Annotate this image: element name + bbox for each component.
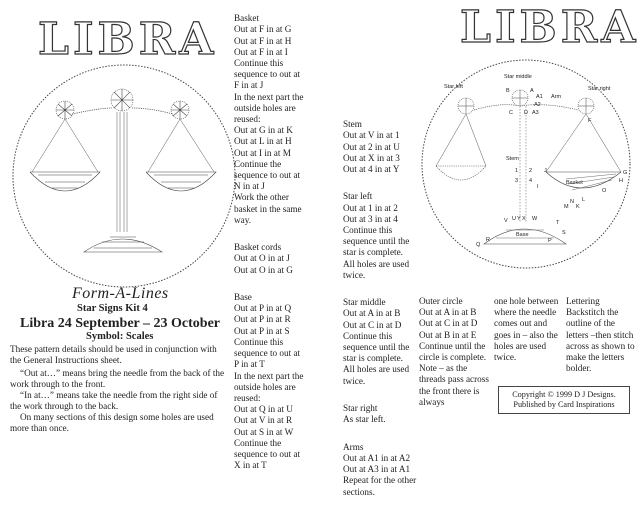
outer-circle-continued: one hole between where the needle comes out and goes in – also the holes are used twice. [494,296,559,363]
label-3: 3 [515,178,519,184]
right-pattern-diagram [416,54,636,274]
label-f: F [588,118,592,124]
col1 [234,2,306,488]
left-title: LIBRA [38,14,218,65]
left-star-left [56,101,74,119]
label-g: G [623,170,628,176]
label-u: U [512,216,516,222]
label-a: A [530,88,534,94]
label-h: H [619,178,623,184]
basket-cords-instructions: Basket cords Out at O in at J Out at O in at G [234,242,293,275]
label-star-right: Star right [588,86,611,92]
label-i: I [537,184,539,190]
label-d: D [524,110,528,116]
label-1: 1 [515,168,519,174]
copyright-line-2: Published by Card Inspirations [513,400,615,409]
arms-instructions: Arms Out at A1 in at A2 Out at A3 in at A1 Repeat for the other sections. [343,441,417,497]
label-a2: A2 [534,102,541,108]
label-star-left: Star left [444,84,463,90]
label-star-middle: Star middle [504,74,532,80]
label-arm: Arm [551,94,562,100]
right-title: LIBRA [460,2,640,53]
label-s: S [562,230,566,236]
label-m: M [564,204,569,210]
left-base [84,237,162,252]
left-scales-illustration [10,60,238,292]
label-o: O [602,188,607,194]
label-basket: Basket [566,180,583,186]
label-t: T [556,220,560,226]
star-left-instructions: Star left Out at 1 in at 2 Out at 3 in at 4 Continue this sequence until the star is complete. All holes are used twice. [343,191,410,280]
label-b: B [506,88,510,94]
label-4: 4 [529,178,533,184]
label-j: J [544,168,547,174]
label-y: Y [517,216,521,222]
label-x: X [522,216,526,222]
copyright-box [498,386,630,414]
left-basket-right [146,172,216,191]
base-instructions: Base Out at P in at Q Out at P in at R Out at P in at S Continue this sequence to out at P in at T In the next part the outside holes are reused: Out at Q in at U Out at V in at R Out at S in at W Continue the sequence to out at X in at T [234,292,304,471]
left-star-right [171,101,189,119]
star-middle-instructions: Star middle Out at A in at B Out at C in at D Continue this sequence until the star is complete. All holes are used twice. [343,297,410,386]
intro-paragraph-4: On many sections of this design some holes are used more than once. [10,412,214,434]
basket-instructions: Basket Out at F in at G Out at F in at H Out at F in at I Continue this sequence to out at F in at J In the next part the outside holes are reused: Out at G in at K Out at L in at H Out at I in at M Continue the sequence to out at N in at J Work the other basket in the same way. [234,13,304,225]
stem-instructions: Stem Out at V in at 1 Out at 2 in at U Out at X in at 3 Out at 4 in at Y [343,119,400,175]
left-stem [117,112,127,232]
label-r: R [486,237,490,243]
label-l: L [582,197,586,203]
label-2: 2 [529,168,533,174]
symbol-label: Symbol: Scales [86,331,154,342]
intro-paragraph-2: “Out at…” means bring the needle from the back of the work through to the front. [10,368,225,390]
label-k: K [576,204,580,210]
label-v: V [504,218,508,224]
copyright-line-1: Copyright © 1999 D J Designs. [512,390,616,399]
col2 [343,108,421,514]
left-basket-left [30,172,100,191]
label-a3: A3 [532,110,539,116]
outer-circle-instructions: Outer circle Out at A in at B Out at C in at D Out at B in at E Continue until the circle is complete. Note – as the threads pass across the front there is always [419,296,489,407]
label-stem: Stem [506,156,519,162]
intro-paragraph-1: These pattern details should be used in conjunction with the General Instructions sheet. [10,344,217,366]
label-p: P [548,238,552,244]
label-w: W [532,216,538,222]
star-right-instructions: Star right As star left. [343,403,386,425]
intro-paragraph-3: “In at…” means take the needle from the right side of the work through to the back. [10,390,218,412]
kit-label: Star Signs Kit 4 [77,303,148,314]
lettering-instructions: Lettering Backstitch the outline of the letters –then stitch across as shown to make the letters bolder. [566,296,635,374]
label-c: C [509,110,513,116]
left-star-middle [111,89,133,111]
label-q: Q [476,242,481,248]
libra-heading: Libra 24 September – 23 October [20,316,220,331]
label-n: N [570,199,574,205]
label-a1: A1 [536,94,543,100]
label-base: Base [516,232,529,238]
form-a-lines-label: Form-A-Lines [72,285,169,302]
